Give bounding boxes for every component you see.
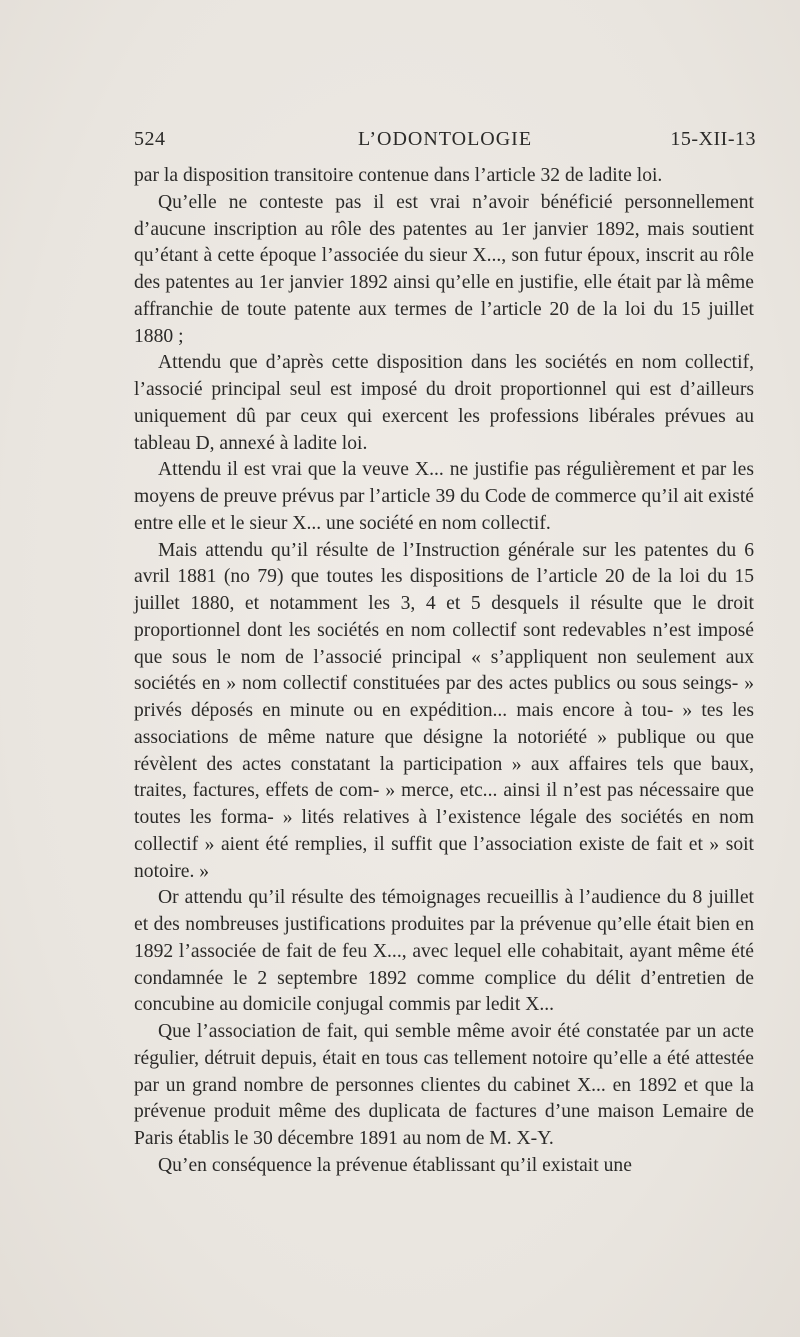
journal-title: L’ODONTOLOGIE [357,128,533,150]
paragraph: Mais attendu qu’il résulte de l’Instruction générale sur les patentes du 6 avril 1881 (no 79) que toutes les dispositions de l’article 20 de la loi du 15 juillet 1880, et notamment les 3, 4 et 5 desquels il résulte que le droit proportionnel dont les sociétés en nom collectif sont redevables n’est imposé que sous le nom de l’associé principal « s’appliquent non seulement aux sociétés en » nom collectif constituées par des actes publics ou sous seings- » privés déposés en minute ou en expédition... mais encore à tou- » tes les associations de même nature que désigne la notoriété » publique ou que révèlent des actes constatant la participation » aux affaires tels que baux, traites, factures, effets de com- » merce, etc... ainsi il n’est pas nécessaire que toutes les forma- » lités relatives à l’existence légale des sociétés en nom collectif » aient été remplies, il suffit que l’association existe de fait et » soit notoire. » [134,539,754,882]
page-number: 524 [134,128,166,150]
paragraph: Que l’association de fait, qui semble même avoir été constatée par un acte régulier, détruit depuis, était en tous cas tellement notoire qu’elle a été attestée par un grand nombre de personnes clientes du cabinet X... en 1892 et que la prévenue produit même des duplicata de factures d’une maison Lemaire de Paris établis le 30 décembre 1891 au nom de M. X-Y. [134,1021,754,1149]
paragraph: Qu’elle ne conteste pas il est vrai n’avoir bénéficié personnellement d’aucune inscription au rôle des patentes au 1er janvier 1892, mais soutient qu’étant à cette époque l’associée du sieur X..., son futur époux, inscrit au rôle des patentes au 1er janvier 1892 ainsi qu’elle en justifie, elle était par là même affranchie de toute patente aux termes de l’article 20 de la loi du 15 juillet 1880 ; [134,191,754,347]
paragraph: Qu’en conséquence la prévenue établissant qu’il existait une [158,1154,632,1176]
paragraph: Or attendu qu’il résulte des témoignages recueillis à l’audience du 8 juillet et des nombreuses justifications produites par la prévenue qu’elle était bien en 1892 l’associée de fait de feu X..., avec lequel elle cohabitait, ayant même été condamnée le 2 septembre 1892 comme complice du délit d’entretien de concubine au domicile conjugal commis par ledit X... [134,887,754,1016]
issue-date: 15-XII-13 [670,128,756,150]
paragraph: Attendu que d’après cette disposition dans les sociétés en nom collectif, l’associé principal seul est imposé du droit proportionnel qui est d’ailleurs uniquement dû par ceux qui exercent les professions libérales prévues au tableau D, annexé à ladite loi. [134,352,754,454]
paragraph: Attendu il est vrai que la veuve X... ne justifie pas régulièrement et par les moyens de preuve prévus par l’article 39 du Code de commerce qu’il ait existé entre elle et le sieur X... une société en nom collectif. [134,459,754,534]
paragraph: par la disposition transitoire contenue dans l’article 32 de ladite loi. [134,165,663,186]
running-header [134,128,756,156]
body-text [134,163,754,1180]
